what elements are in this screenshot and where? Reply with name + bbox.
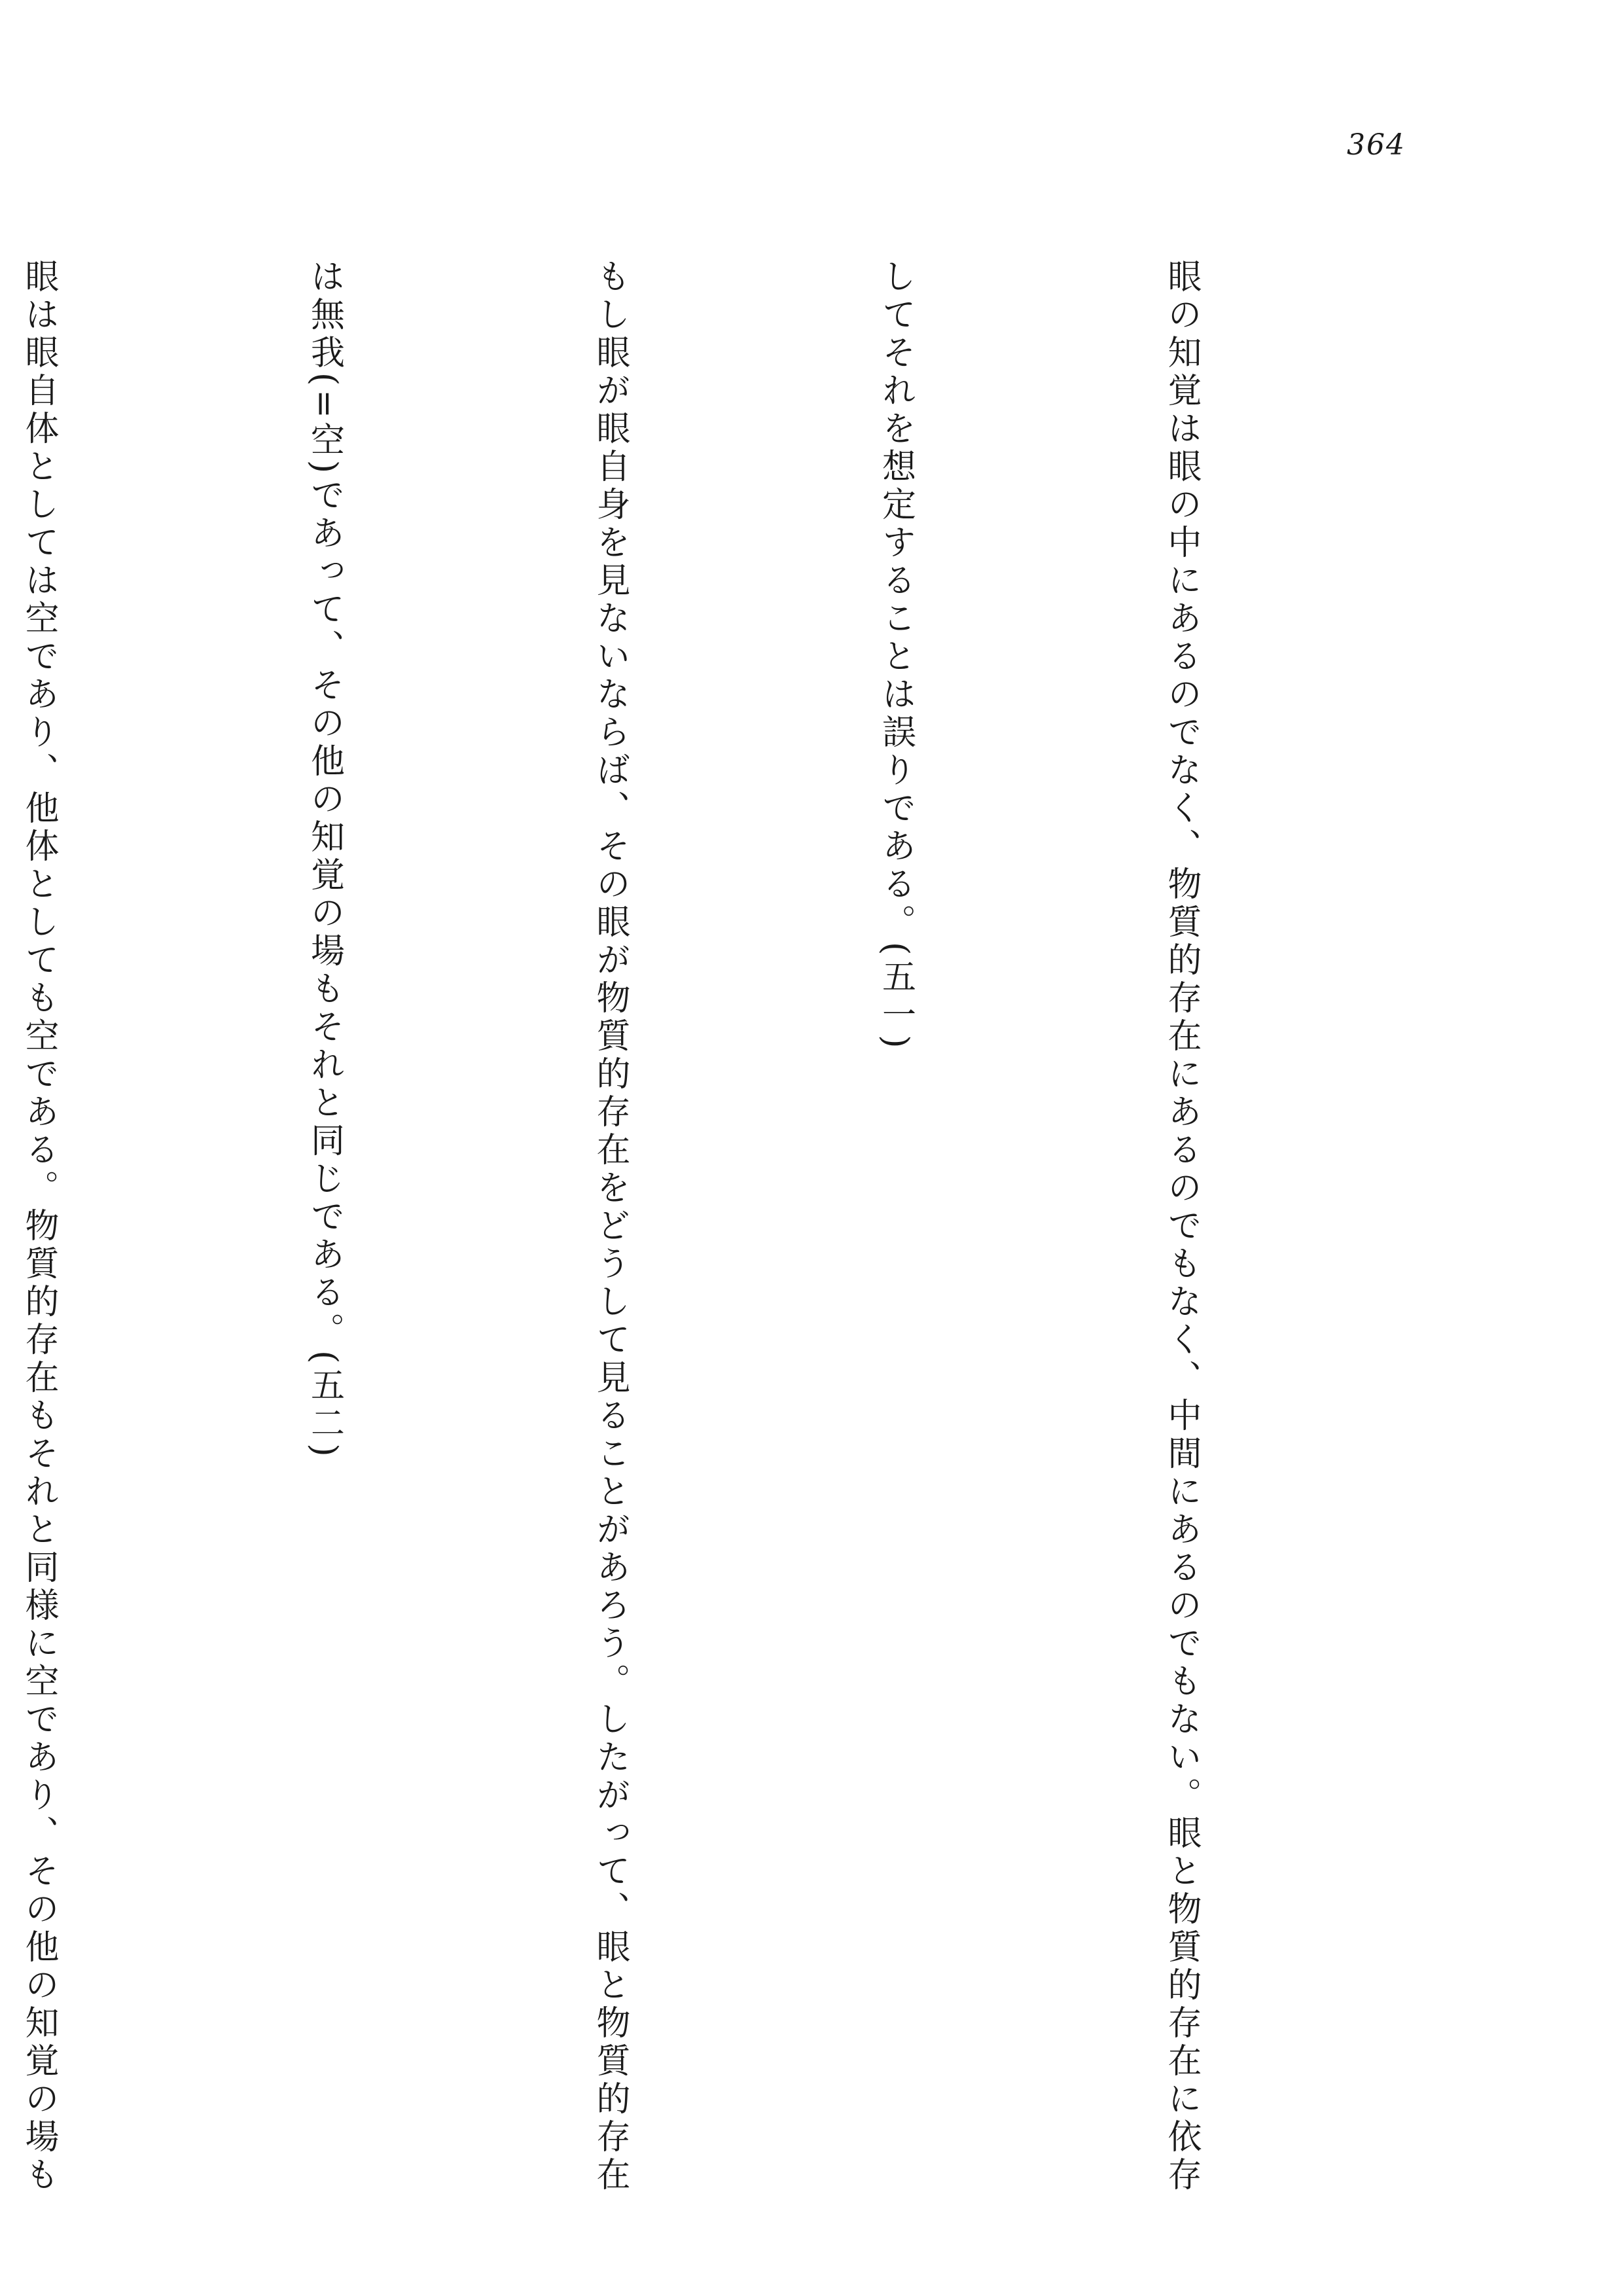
text-line: は無我(=空)であって、その他の知覚の場もそれと同じである。(五二) <box>304 259 344 1461</box>
text-line: してそれを想定することは誤りである。(五一) <box>876 259 916 1052</box>
text-line: 眼は眼自体としては空であり、他体としても空である。物質的存在もそれと同様に空であり、その他の知覚の場も <box>19 259 58 2195</box>
text-line: もし眼が眼自身を見ないならば、その眼が物質的存在をどうして見ることがあろう。したがって、眼と物質的存在 <box>590 259 630 2195</box>
text-line: 眼の知覚は眼の中にあるのでなく、物質的存在にあるのでもなく、中間にあるのでもない。眼と物質的存在に依存 <box>1162 259 1201 2195</box>
vertical-text-body <box>0 259 1419 2195</box>
page-number: 364 <box>1347 128 1406 162</box>
